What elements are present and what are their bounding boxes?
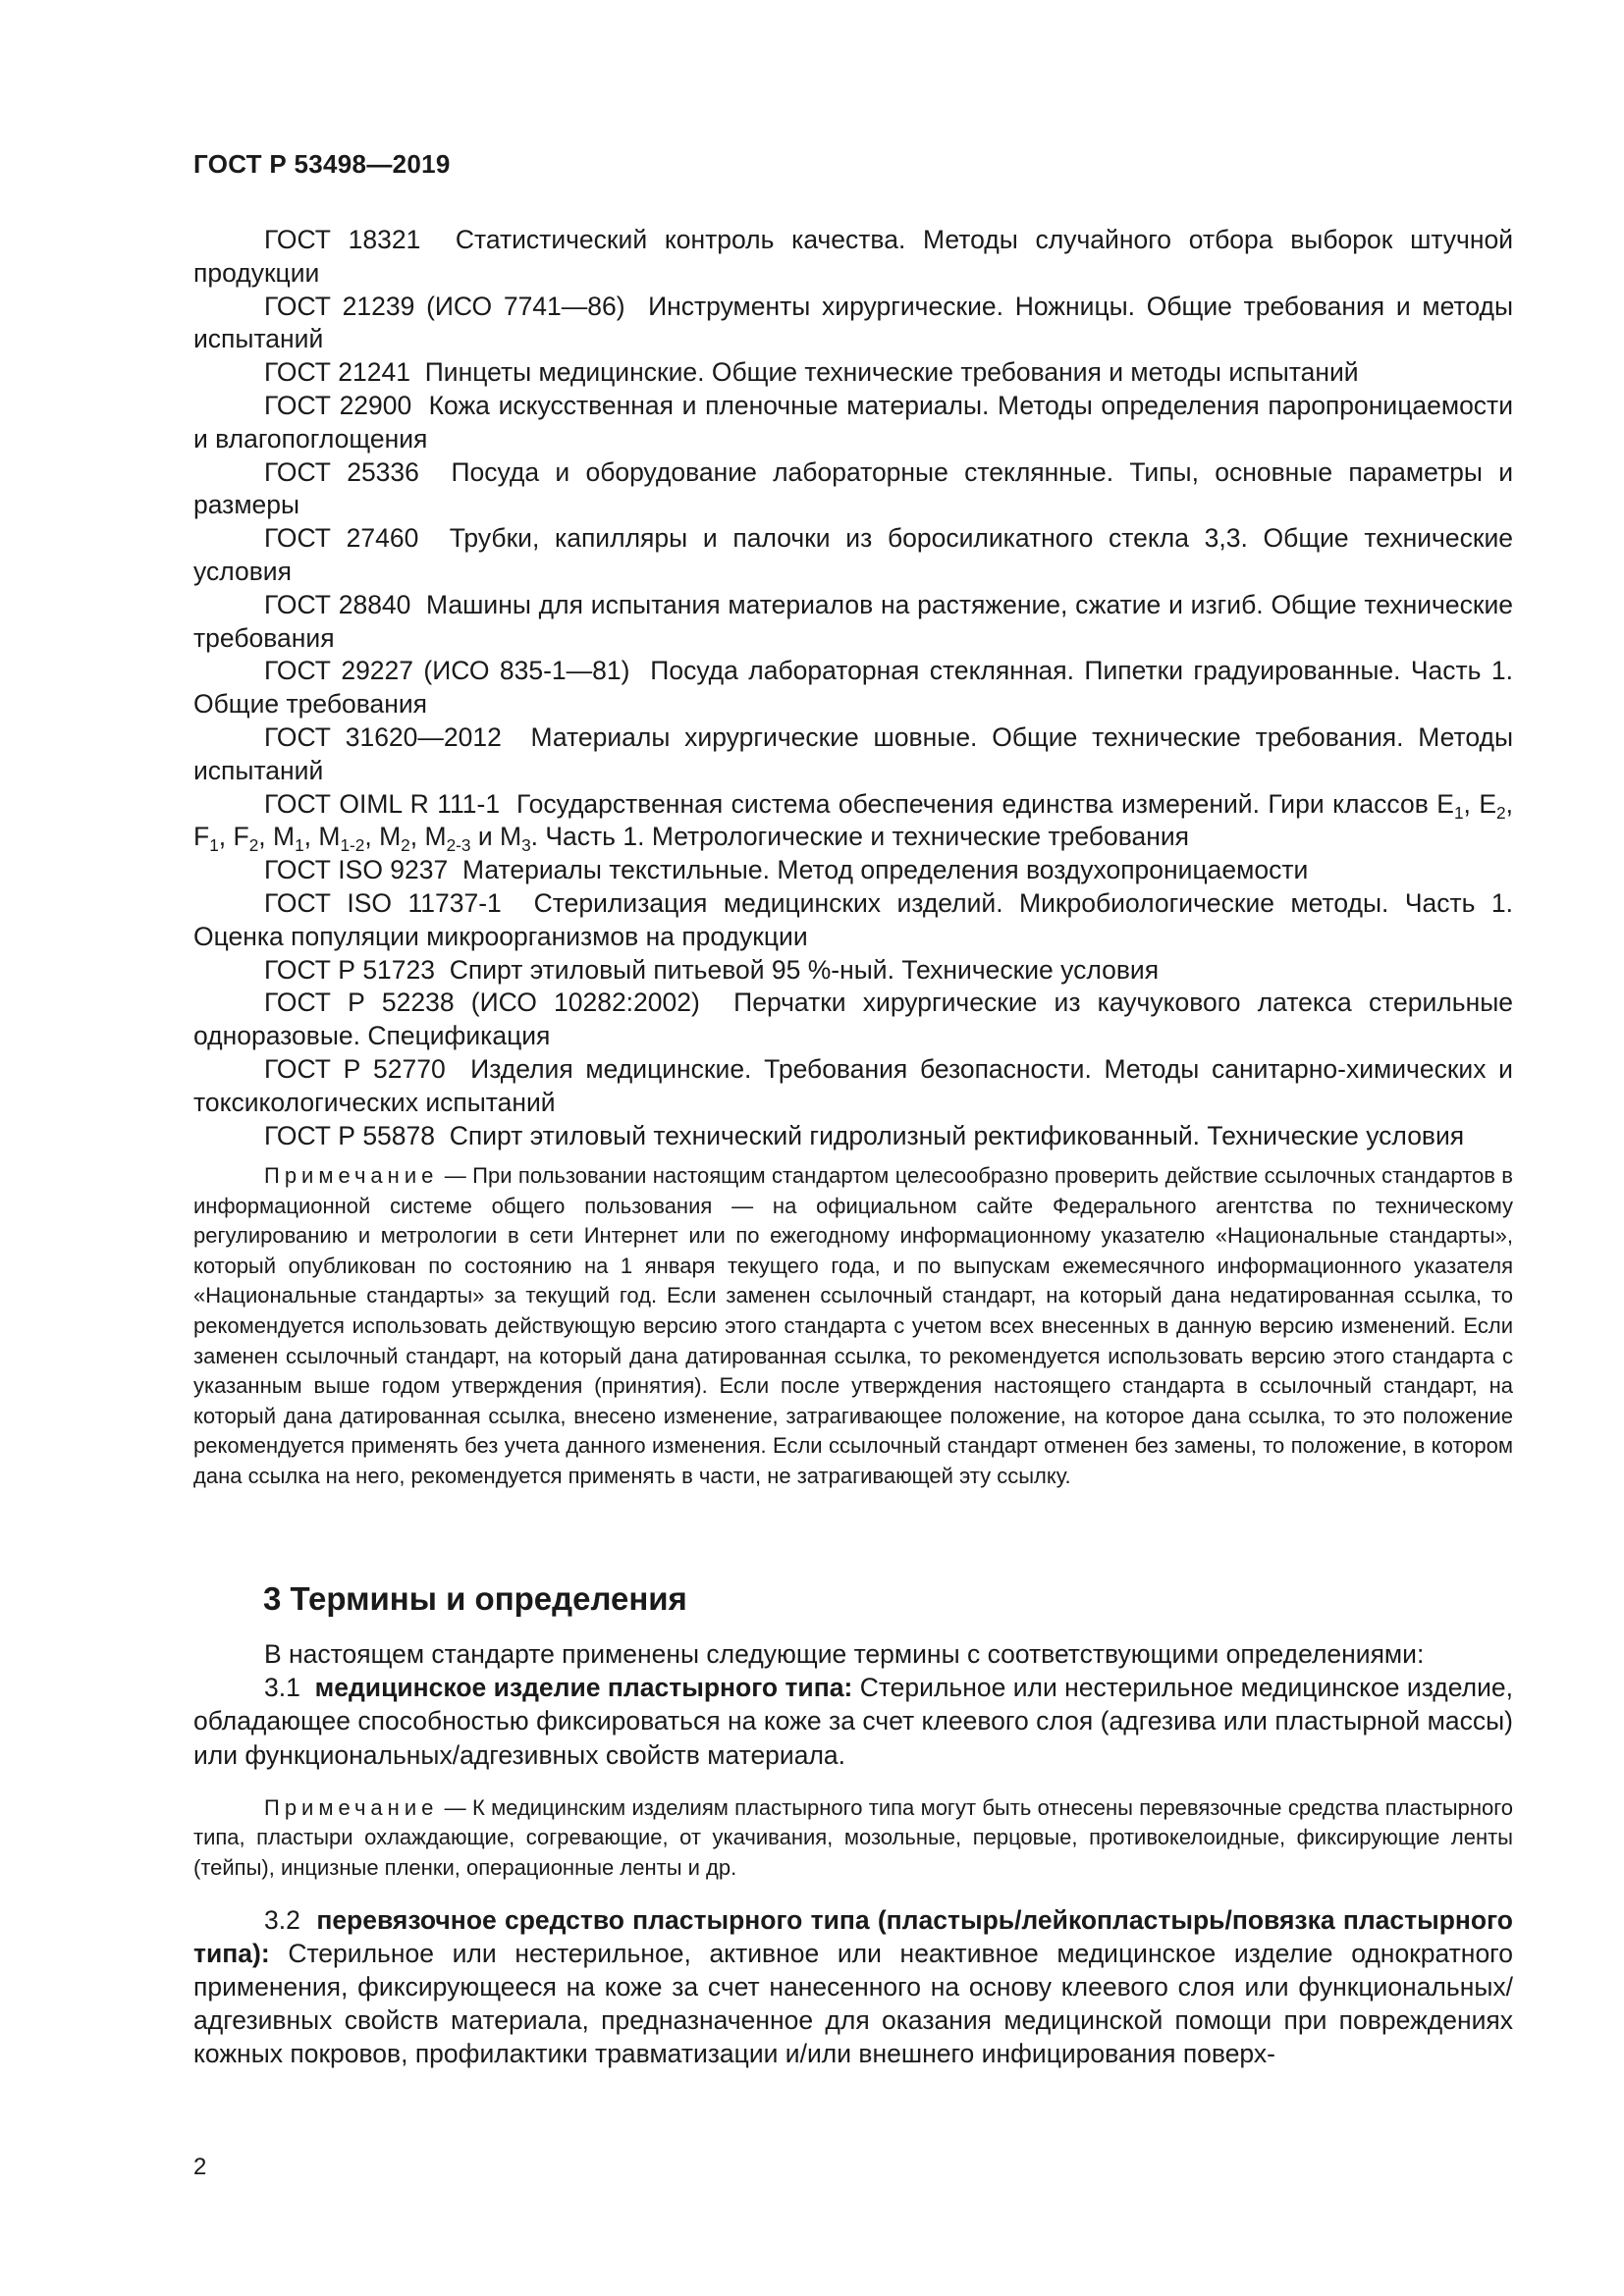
reference-title: Стерилизация медицинских изделий. Микробиологические методы. Часть 1. Оценка популяции микроорганизмов на продукции — [193, 887, 1513, 951]
weight-class-base: F — [233, 822, 249, 852]
reference-code: ГОСТ Р 52770 — [264, 1053, 446, 1084]
weight-class-subscript: 1 — [295, 835, 304, 856]
reference-code: ГОСТ Р 52238 (ИСО 10282:2002) — [264, 988, 700, 1018]
weight-class-base: M — [379, 822, 402, 852]
weight-class-base: M — [318, 822, 341, 852]
weight-class-subscript: 3 — [521, 835, 531, 856]
reference-title: Машины для испытания материалов на растяжение, сжатие и изгиб. Общие технические требования — [193, 589, 1513, 653]
reference-title: Посуда лабораторная стеклянная. Пипетки градуированные. Часть 1. Общие требования — [193, 656, 1513, 720]
reference-code: ГОСТ OIML R 111-1 — [264, 788, 501, 819]
reference-code: ГОСТ 25336 — [264, 456, 419, 487]
reference-item — [193, 291, 1513, 357]
reference-code: ГОСТ Р 51723 — [264, 954, 436, 985]
term-definition: Стерильное или нестерильное, активное или неактивное медицинское изделие однократного применения, фиксирующееся на коже за счет нанесенного на основу клеевого слоя или функциональных/адгезивных свойств материала, предназначенное для оказания медицинской помощи при повреждениях кожных покровов, профилактики травматизации и/или внешнего инфицирования поверх- — [193, 1938, 1513, 2069]
term-name: медицинское изделие пластырного типа: — [314, 1673, 853, 1703]
reference-item — [193, 522, 1513, 589]
weight-class — [500, 822, 531, 856]
reference-title: Пинцеты медицинские. Общие технические требования и методы испытаний — [424, 357, 1359, 388]
term-3-1 — [193, 1671, 1513, 1772]
note-references — [193, 1161, 1513, 1492]
reference-code: ГОСТ 21239 (ИСО 7741—86) — [264, 291, 625, 321]
reference-item — [193, 987, 1513, 1053]
section-heading: 3 Термины и определения — [263, 1580, 687, 1617]
reference-title: Статистический контроль качества. Методы случайного отбора выборок штучной продукции — [193, 225, 1513, 288]
section-intro: В настоящем стандарте применены следующие термины с соответствующими определениями: — [264, 1639, 1425, 1669]
weight-class-subscript: 2-3 — [446, 835, 471, 856]
weight-class — [193, 822, 219, 856]
weight-class — [1479, 788, 1506, 823]
note-text: — К медицинским изделиям пластырного типа могут быть отнесены перевязочные средства пластырного типа, пластыри охлаждающие, согревающие, от укачивания, мозольные, перцовые, противокелоидные, фиксирующие ленты (тейпы), инцизные пленки, операционные ленты и др. — [193, 1794, 1513, 1880]
reference-title: Кожа искусственная и пленочные материалы. Методы определения паропроницаемости и влагопоглощения — [193, 390, 1513, 454]
reference-code: ГОСТ 21241 — [264, 357, 410, 388]
reference-title: Спирт этиловый технический гидролизный ректификованный. Технические условия — [449, 1120, 1465, 1150]
reference-item — [193, 356, 1513, 390]
weight-class-subscript: 2 — [401, 835, 410, 856]
reference-code: ГОСТ ISO 11737-1 — [264, 887, 502, 918]
weight-class-base: M — [273, 822, 296, 852]
reference-item — [193, 224, 1513, 291]
weight-class-base: E — [1436, 788, 1454, 819]
reference-title: Трубки, капилляры и палочки из боросиликатного стекла 3,3. Общие технические условия — [193, 523, 1513, 586]
term-definition: Стерильное или нестерильное медицинское изделие, обладающее способностью фиксироваться на коже за счет клеевого слоя (адгезива или пластырной массы) или функциональных/адгезивных свойств материала. — [193, 1673, 1513, 1770]
reference-title: Инструменты хирургические. Ножницы. Общие требования и методы испытаний — [193, 291, 1513, 354]
weight-class-base: M — [424, 822, 447, 852]
weight-class — [424, 822, 471, 856]
reference-item — [193, 390, 1513, 456]
weight-class-subscript: 2 — [1496, 802, 1506, 823]
reference-code: ГОСТ 28840 — [264, 589, 411, 619]
reference-code: ГОСТ 31620—2012 — [264, 721, 502, 752]
reference-item — [193, 1120, 1513, 1153]
weight-class-subscript: 1-2 — [340, 835, 365, 856]
document-header: ГОСТ Р 53498—2019 — [193, 149, 451, 179]
reference-item — [193, 456, 1513, 523]
reference-item — [193, 655, 1513, 721]
normative-references — [193, 224, 1513, 1152]
reference-title: Материалы текстильные. Метод определения воздухопроницаемости — [461, 855, 1309, 885]
weight-class — [233, 822, 259, 856]
reference-title: Посуда и оборудование лабораторные стеклянные. Типы, основные параметры и размеры — [193, 456, 1514, 520]
and-word: и — [477, 822, 493, 852]
weight-class-subscript: 1 — [1453, 802, 1464, 823]
weight-class-base: M — [500, 822, 522, 852]
note-label: Примечание — [264, 1163, 439, 1188]
reference-item — [193, 954, 1513, 988]
reference-title: Материалы хирургические шовные. Общие технические требования. Методы испытаний — [193, 721, 1513, 785]
term-number: 3.2 — [264, 1904, 300, 1935]
weight-class — [318, 822, 365, 856]
weight-class-base: F — [193, 822, 210, 852]
reference-code: ГОСТ 18321 — [264, 225, 421, 254]
reference-code: ГОСТ 29227 (ИСО 835-1—81) — [264, 656, 630, 686]
weight-class-base: E — [1479, 788, 1497, 819]
reference-code: ГОСТ Р 55878 — [264, 1120, 436, 1150]
section-3-body — [193, 1637, 1513, 2071]
weight-class-subscript: 2 — [248, 835, 259, 856]
reference-item — [193, 589, 1513, 656]
reference-item-oiml: ГОСТ OIML R 111-1 Государственная система обеспечения единства измерений. Гири классов $E_1$, $E_2$, $F_1$, $F_2$, $M_1$, $M_{1-2}$, $M_2$, $M_{2-3}$ и $M_3$. Часть 1. Метрологические и технические требования — [193, 788, 1513, 856]
reference-code: ГОСТ 27460 — [264, 523, 419, 554]
reference-item — [193, 887, 1513, 954]
term-number: 3.1 — [264, 1673, 300, 1703]
reference-code: ГОСТ 22900 — [264, 390, 412, 420]
reference-code: ГОСТ ISO 9237 — [264, 855, 449, 885]
note-term-3-1 — [193, 1793, 1513, 1884]
reference-title: Изделия медицинские. Требования безопасности. Методы санитарно-химических и токсикологических испытаний — [193, 1053, 1513, 1117]
term-3-2 — [193, 1903, 1513, 2071]
reference-title: Спирт этиловый питьевой 95 %-ный. Технические условия — [449, 954, 1160, 985]
weight-class — [273, 822, 304, 856]
reference-item — [193, 1053, 1513, 1120]
reference-title: Перчатки хирургические из каучукового латекса стерильные одноразовые. Спецификация — [193, 988, 1513, 1051]
note-text: — При пользовании настоящим стандартом целесообразно проверить действие ссылочных стандартов в информационной системе общего пользования — на официальном сайте Федерального агентства по техническому регулированию и метрологии в сети Интернет или по ежегодному информационному указателю «Национальные стандарты», который опубликован по состоянию на 1 января текущего года, и по выпускам ежемесячного информационного указателя «Национальные стандарты» за текущий год. Если заменен ссылочный стандарт, на который дана недатированная ссылка, то рекомендуется использовать действующую версию этого стандарта с учетом всех внесенных в данную версию изменений. Если заменен ссылочный стандарт, на который дана датированная ссылка, то рекомендуется использовать версию этого стандарта с указанным выше годом утверждения (принятия). Если после утверждения настоящего стандарта в ссылочный стандарт, на который дана датированная ссылка, внесено изменение, затрагивающее положение, на которое дана ссылка, то это положение рекомендуется применять без учета данного изменения. Если ссылочный стандарт отменен без замены, то положение, в котором дана ссылка на него, рекомендуется применять в части, не затрагивающей эту ссылку. — [193, 1163, 1513, 1488]
term-name: перевязочное средство пластырного типа (пластырь/лейкопластырь/повязка пластырного типа): — [193, 1904, 1513, 1968]
weight-class — [1436, 788, 1464, 823]
note-label: Примечание — [264, 1794, 439, 1820]
weight-class — [379, 822, 410, 856]
page-number: 2 — [193, 2154, 207, 2180]
reference-item — [193, 854, 1513, 887]
weight-class-subscript: 1 — [209, 835, 219, 856]
reference-tail: . Часть 1. Метрологические и технические требования — [530, 822, 1190, 852]
reference-item — [193, 721, 1513, 788]
reference-title: Государственная система обеспечения единства измерений. Гири классов — [516, 788, 1429, 819]
